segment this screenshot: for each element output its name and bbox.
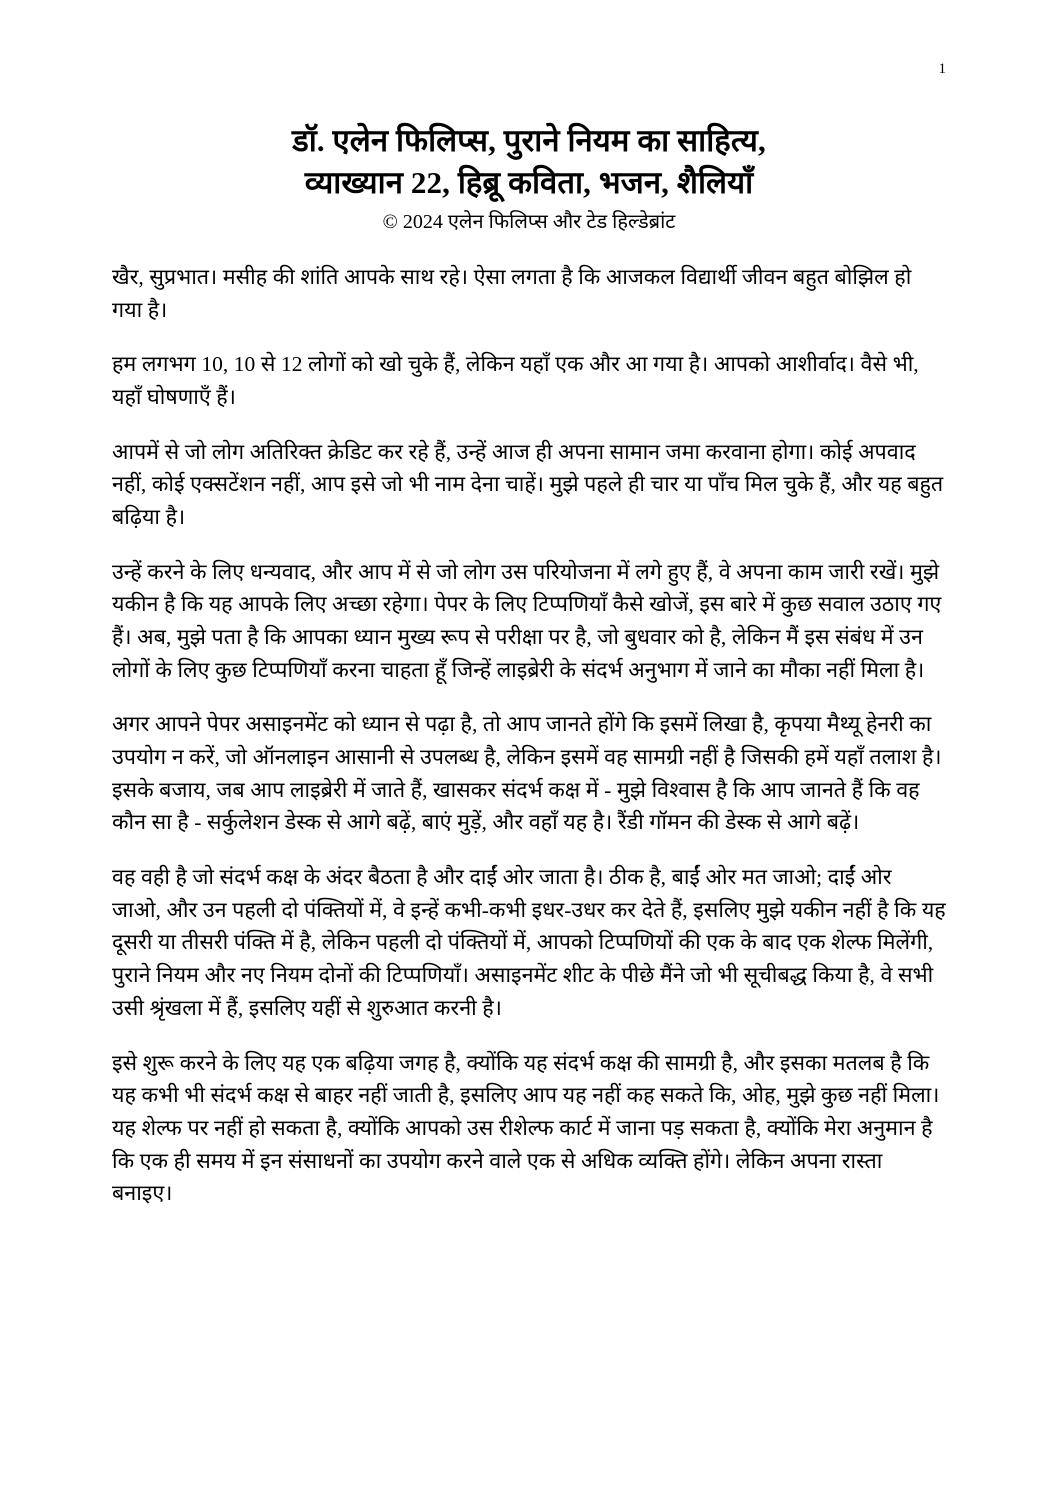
paragraph: अगर आपने पेपर असाइनमेंट को ध्यान से पढ़ा है, तो आप जानते होंगे कि इसमें लिखा है, कृपया मैथ्यू हेनरी का उपयोग न करें, जो ऑनलाइन आसानी से उपलब्ध है, लेकिन इसमें वह सामग्री नहीं है जिसकी हमें यहाँ तलाश है। इसके बजाय, जब आप लाइब्रेरी में जाते हैं, खासकर संदर्भ कक्ष में - मुझे विश्वास है कि आप जानते हैं कि वह कौन सा है - सर्कुलेशन डेस्क से आगे बढ़ें, बाएं मुड़ें, और वहाँ यह है। रैंडी गॉमन की डेस्क से आगे बढ़ें।	[112, 712, 942, 835]
paragraph: खैर, सुप्रभात। मसीह की शांति आपके साथ रहे। ऐसा लगता है कि आजकल विद्यार्थी जीवन बहुत बोझिल हो गया है।	[112, 265, 912, 322]
paragraph: उन्हें करने के लिए धन्यवाद, और आप में से जो लोग उस परियोजना में लगे हुए हैं, वे अपना काम जारी रखें। मुझे यकीन है कि यह आपके लिए अच्छा रहेगा। पेपर के लिए टिप्पणियाँ कैसे खोजें, इस बारे में कुछ सवाल उठाए गए हैं। अब, मुझे पता है कि आपका ध्यान मुख्य रूप से परीक्षा पर है, जो बुधवार को है, लेकिन मैं इस संबंध में उन लोगों के लिए कुछ टिप्पणियाँ करना चाहता हूँ जिन्हें लाइब्रेरी के संदर्भ अनुभाग में जाने का मौका नहीं मिला है।	[112, 559, 942, 682]
paragraph: आपमें से जो लोग अतिरिक्त क्रेडिट कर रहे हैं, उन्हें आज ही अपना सामान जमा करवाना होगा। कोई अपवाद नहीं, कोई एक्सटेंशन नहीं, आप इसे जो भी नाम देना चाहें। मुझे पहले ही चार या पाँच मिल चुके हैं, और यह बहुत बढ़िया है।	[112, 439, 944, 530]
page-title	[112, 120, 946, 203]
title-line-2: व्याख्यान 22, हिब्रू कविता, भजन, शैलियाँ	[304, 164, 754, 200]
paragraph: इसे शुरू करने के लिए यह एक बढ़िया जगह है, क्योंकि यह संदर्भ कक्ष की सामग्री है, और इसका मतलब है कि यह कभी भी संदर्भ कक्ष से बाहर नहीं जाती है, इसलिए आप यह नहीं कह सकते कि, ओह, मुझे कुछ नहीं मिला। यह शेल्फ पर नहीं हो सकता है, क्योंकि आपको उस रीशेल्फ कार्ट में जाना पड़ सकता है, क्योंकि मेरा अनुमान है कि एक ही समय में इन संसाधनों का उपयोग करने वाले एक से अधिक व्यक्ति होंगे। लेकिन अपना रास्ता बनाइए।	[112, 1050, 940, 1206]
paragraph: वह वही है जो संदर्भ कक्ष के अंदर बैठता है और दाईं ओर जाता है। ठीक है, बाईं ओर मत जाओ; दाईं ओर जाओ, और उन पहली दो पंक्तियों में, वे इन्हें कभी-कभी इधर-उधर कर देते हैं, इसलिए मुझे यकीन नहीं है कि यह दूसरी या तीसरी पंक्ति में है, लेकिन पहली दो पंक्तियों में, आपको टिप्पणियों की एक के बाद एक शेल्फ मिलेंगी, पुराने नियम और नए नियम दोनों की टिप्पणियाँ। असाइनमेंट शीट के पीछे मैंने जो भी सूचीबद्ध किया है, वे सभी उसी श्रृंखला में हैं, इसलिए यहीं से शुरुआत करनी है।	[112, 865, 946, 1020]
title-line-1: डॉ. एलेन फिलिप्स, पुराने नियम का साहित्य,	[292, 123, 766, 158]
copyright-notice: © 2024 एलेन फिलिप्स और टेड हिल्डेब्रांट	[382, 211, 676, 234]
document-body	[112, 261, 946, 1210]
paragraph: हम लगभग 10, 10 से 12 लोगों को खो चुके हैं, लेकिन यहाँ एक और आ गया है। आपको आशीर्वाद। वैसे भी, यहाँ घोषणाएँ हैं।	[112, 352, 919, 410]
page-number: 1	[938, 61, 946, 77]
